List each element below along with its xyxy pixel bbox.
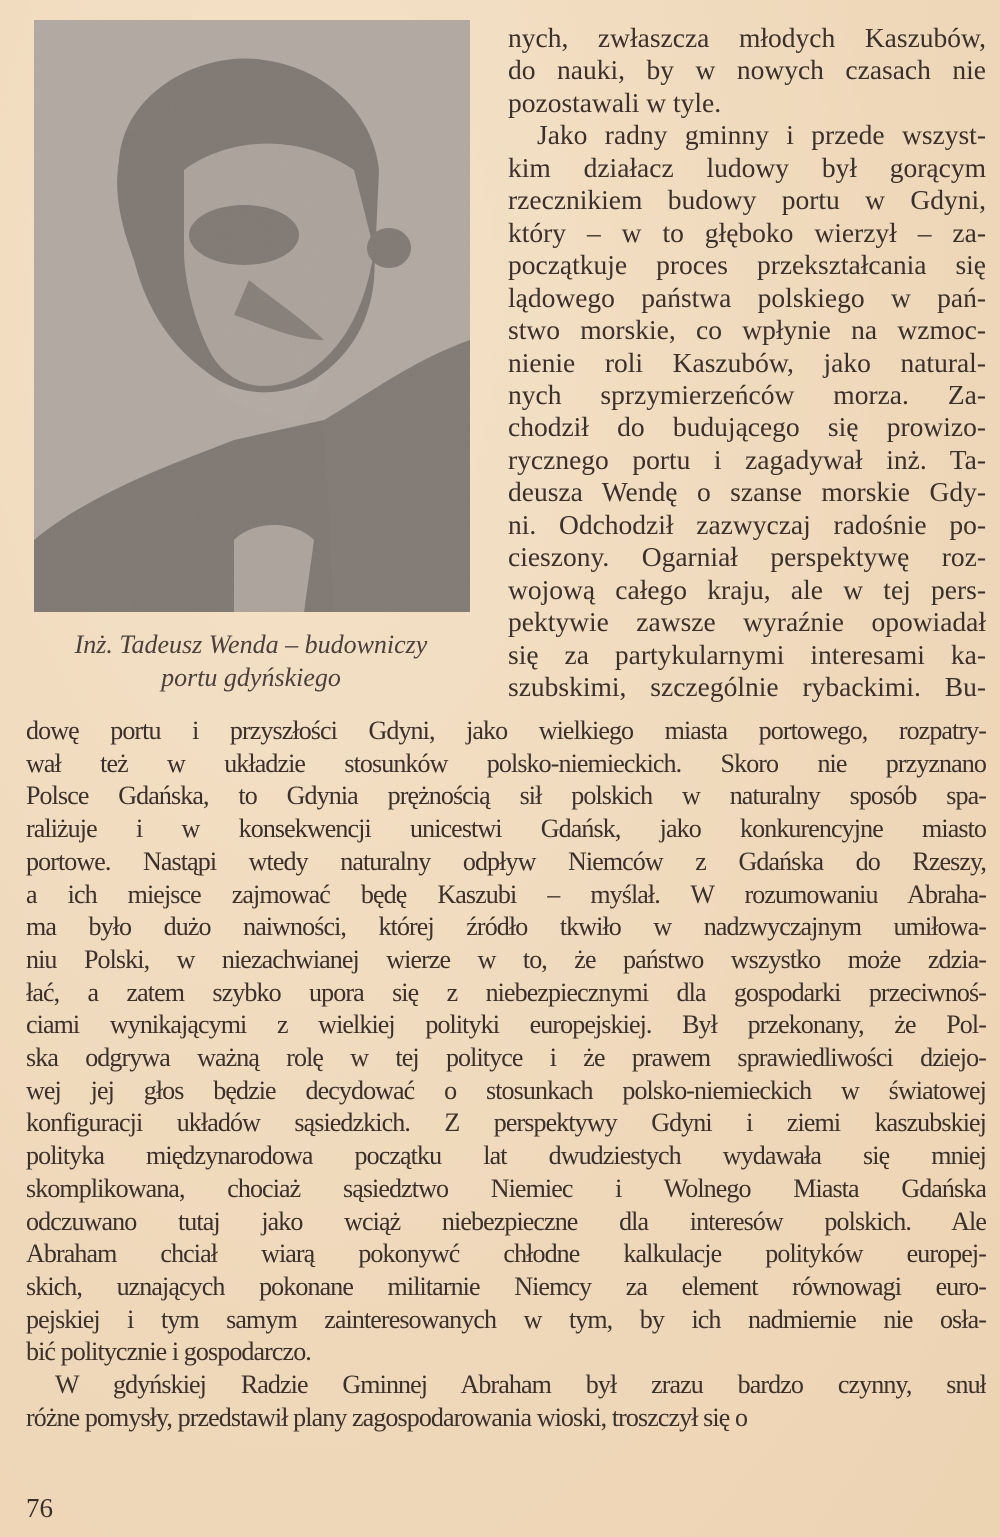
portrait-photo xyxy=(34,20,470,612)
caption-line: Inż. Tadeusz Wenda – budowniczy xyxy=(74,630,428,659)
text-line: dowę portu i przyszłości Gdyni, jako wielkiego miasta portowego, rozpatry- xyxy=(26,716,986,745)
text-line: szubskimi, szczególnie rybackimi. Bu- xyxy=(508,671,986,702)
text-line: wej jej głos będzie decydować o stosunkach polsko-niemieckich w światowej xyxy=(26,1075,986,1105)
text-line: który – w to głęboko wierzył – za- xyxy=(508,216,986,248)
text-line: bić politycznie i gospodarczo. xyxy=(26,1337,311,1367)
text-line: pejskiej i tym samym zainteresowanych w tym, by ich nadmiernie nie osła- xyxy=(26,1304,986,1334)
text-line: łać, a zatem szybko upora się z niebezpiecznymi dla gospodarki przeciwnoś- xyxy=(26,977,986,1007)
page-number: 76 xyxy=(26,1493,53,1523)
text-line: pektywie zawsze wyraźnie opowiadał xyxy=(508,606,986,638)
text-line: ciami wynikającymi z wielkiej polityki europejskiej. Był przekonany, że Pol- xyxy=(26,1010,986,1040)
text-line: raliżuje i w konsekwencji unicestwi Gdańsk, jako konkurencyjne miasto xyxy=(26,814,986,844)
text-line: wojową całego kraju, ale w tej pers- xyxy=(508,573,986,605)
text-line: Abraham chciał wiarą pokonywć chłodne kalkulacje polityków europej- xyxy=(26,1239,986,1269)
text-line: polityka międzynarodowa początku lat dwudziestych wydawała się mniej xyxy=(26,1141,986,1171)
portrait-image xyxy=(34,20,470,612)
text-line: rycznego portu i zagadywał inż. Ta- xyxy=(508,443,986,475)
text-line: do nauki, by w nowych czasach nie xyxy=(508,54,986,86)
text-line: nienie roli Kaszubów, jako natural- xyxy=(508,346,986,378)
text-line: deusza Wendę o szanse morskie Gdy- xyxy=(508,476,986,508)
text-line: ni. Odchodził zazwyczaj radośnie po- xyxy=(508,508,986,540)
text-line: cieszony. Ogarniał perspektywę roz- xyxy=(508,541,986,573)
text-line: lądowego państwa polskiego w pań- xyxy=(508,281,986,313)
text-line: skomplikowana, chociaż sąsiedztwo Niemiec i Wolnego Miasta Gdańska xyxy=(26,1173,986,1203)
text-line: skich, uznających pokonane militarnie Niemcy za element równowagi euro- xyxy=(26,1271,986,1301)
text-line: W gdyńskiej Radzie Gminnej Abraham był zrazu bardzo czynny, snuł xyxy=(55,1370,986,1399)
caption-line: portu gdyńskiego xyxy=(161,663,341,692)
text-line: się za partykularnymi interesami ka- xyxy=(508,638,986,670)
text-line: kim działacz ludowy był gorącym xyxy=(508,151,986,183)
text-line: Polsce Gdańska, to Gdynia prężnością sił polskich w naturalny sposób spa- xyxy=(26,781,986,811)
text-line: pozostawali w tyle. xyxy=(508,86,722,118)
text-line: ska odgrywa ważną rolę w tej polityce i że prawem sprawiedliwości dziejo- xyxy=(26,1043,986,1072)
text-line: stwo morskie, co wpłynie na wzmoc- xyxy=(508,314,986,346)
text-line: a ich miejsce zajmować będę Kaszubi – myślał. W rozumowaniu Abraha- xyxy=(26,879,986,909)
text-line: nych sprzymierzeńców morza. Za- xyxy=(508,378,986,410)
text-line: rzecznikiem budowy portu w Gdyni, xyxy=(508,184,986,216)
text-line: początkuje proces przekształcania się xyxy=(508,249,986,281)
text-line: ma było dużo naiwności, której źródło tkwiło w nadzwyczajnym umiłowa- xyxy=(26,912,986,942)
photo-caption xyxy=(28,628,474,694)
text-line: portowe. Nastąpi wtedy naturalny odpływ Niemców z Gdańska do Rzeszy, xyxy=(26,846,986,876)
text-line: wał też w układzie stosunków polsko-niemieckich. Skoro nie przyznano xyxy=(26,748,986,778)
text-line: konfiguracji układów sąsiedzkich. Z perspektywy Gdyni i ziemi kaszubskiej xyxy=(26,1108,986,1138)
text-line: Jako radny gminny i przede wszyst- xyxy=(537,119,986,151)
text-line: niu Polski, w niezachwianej wierze w to, że państwo wszystko może zdzia- xyxy=(26,944,986,974)
text-line: nych, zwłaszcza młodych Kaszubów, xyxy=(508,22,986,53)
text-line: różne pomysły, przedstawił plany zagospodarowania wioski, troszczył się o xyxy=(26,1402,748,1432)
text-line: odczuwano tutaj jako wciąż niebezpieczne dla interesów polskich. Ale xyxy=(26,1206,986,1236)
text-line: chodził do budującego się prowizo- xyxy=(508,411,986,443)
